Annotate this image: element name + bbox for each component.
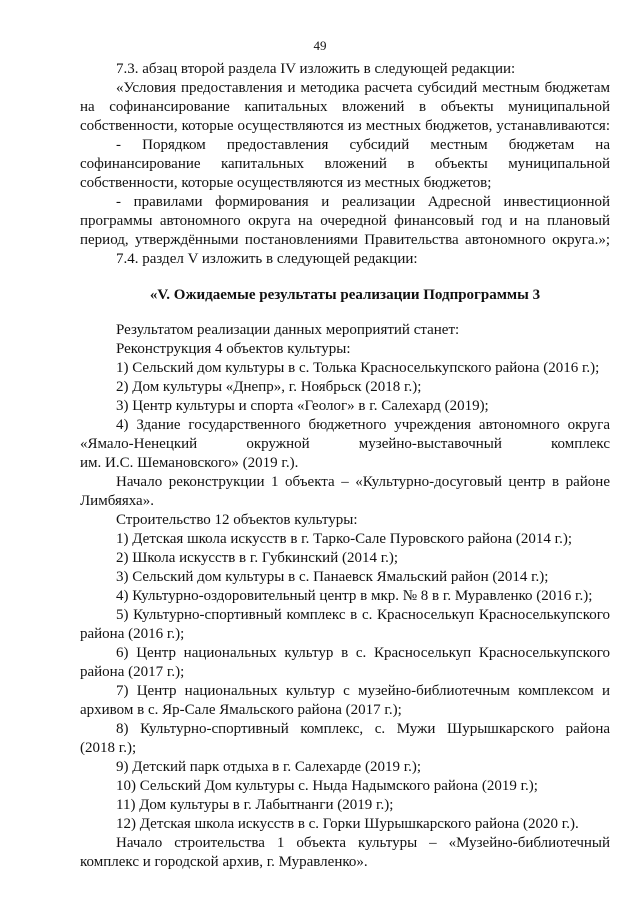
results-line: 11) Дом культуры в г. Лабытнанги (2019 г.); [116, 797, 394, 813]
results-line: 3) Сельский дом культуры в с. Панаевск Ямальский район (2014 г.); [116, 569, 549, 585]
results-line: 8) Культурно-спортивный комплекс, с. Мужи Шурышкарского района [116, 721, 610, 737]
results-line: (2018 г.); [80, 740, 137, 756]
intro-line: - правилами формирования и реализации Адресной инвестиционной [116, 194, 610, 210]
intro-section [80, 60, 610, 269]
intro-line: собственности, которые осуществляются из местных бюджетов; [80, 175, 492, 191]
results-line: 9) Детский парк отдыха в г. Салехарде (2019 г.); [116, 759, 422, 775]
results-line: района (2016 г.); [80, 626, 185, 642]
results-line: 5) Культурно-спортивный комплекс в с. Красноселькуп Красноселькупского [116, 607, 610, 623]
results-line: 2) Дом культуры «Днепр», г. Ноябрьск (2018 г.); [116, 379, 422, 395]
intro-line: 7.3. абзац второй раздела IV изложить в следующей редакции: [116, 61, 516, 77]
results-line: архивом в с. Яр-Сале Ямальского района (2017 г.); [80, 702, 402, 718]
results-line: 1) Сельский дом культуры в с. Толька Красноселькупского района (2016 г.); [116, 360, 600, 376]
results-line: 2) Школа искусств в г. Губкинский (2014 г.); [116, 550, 399, 566]
results-line: 4) Здание государственного бюджетного учреждения автономного округа [116, 417, 610, 433]
results-line: 6) Центр национальных культур в с. Красноселькуп Красноселькупского [116, 645, 610, 661]
results-line: комплекс и городской архив, г. Муравленко». [80, 854, 368, 870]
results-line: Строительство 12 объектов культуры: [116, 512, 358, 528]
section-heading: «V. Ожидаемые результаты реализации Подпрограммы 3 [149, 287, 541, 303]
results-line: Начало реконструкции 1 объекта – «Культурно-досуговый центр в районе [116, 474, 610, 490]
results-line: района (2017 г.); [80, 664, 185, 680]
results-line: 10) Сельский Дом культуры с. Ныда Надымского района (2019 г.); [116, 778, 538, 794]
document-body [80, 60, 610, 872]
intro-line: софинансирование капитальных вложений в объекты муниципальной [80, 156, 610, 172]
intro-line: период, утверждёнными постановлениями Правительства автономного округа.»; [80, 232, 610, 248]
results-line: Лимбяяха». [80, 493, 154, 509]
intro-line: собственности, которые осуществляются из местных бюджетов, устанавливаются: [80, 118, 610, 134]
intro-line: программы автономного округа на очередной финансовый год и на плановый [80, 213, 610, 229]
intro-line: - Порядком предоставления субсидий местным бюджетам на [116, 137, 610, 153]
page-number: 49 [313, 38, 327, 53]
results-line: им. И.С. Шемановского» (2019 г.). [80, 455, 299, 471]
results-line: 4) Культурно-оздоровительный центр в мкр. № 8 в г. Муравленко (2016 г.); [116, 588, 593, 604]
results-line: 1) Детская школа искусств в г. Тарко-Сале Пуровского района (2014 г.); [116, 531, 573, 547]
results-line: Начало строительства 1 объекта культуры – «Музейно-библиотечный [116, 835, 610, 851]
intro-line: на софинансирование капитальных вложений в объекты муниципальной [80, 99, 610, 115]
intro-line: «Условия предоставления и методика расчета субсидий местным бюджетам [116, 80, 610, 96]
results-line: 12) Детская школа искусств в с. Горки Шурышкарского района (2020 г.). [116, 816, 579, 832]
results-line: Реконструкция 4 объектов культуры: [116, 341, 351, 357]
results-line: Результатом реализации данных мероприятий станет: [116, 322, 460, 338]
results-line: «Ямало-Ненецкий окружной музейно-выставочный комплекс [80, 436, 610, 452]
results-line: 3) Центр культуры и спорта «Геолог» в г. Салехард (2019); [116, 398, 489, 414]
results-section [80, 321, 610, 872]
intro-line: 7.4. раздел V изложить в следующей редакции: [116, 251, 418, 267]
results-line: 7) Центр национальных культур с музейно-библиотечным комплексом и [116, 683, 610, 699]
